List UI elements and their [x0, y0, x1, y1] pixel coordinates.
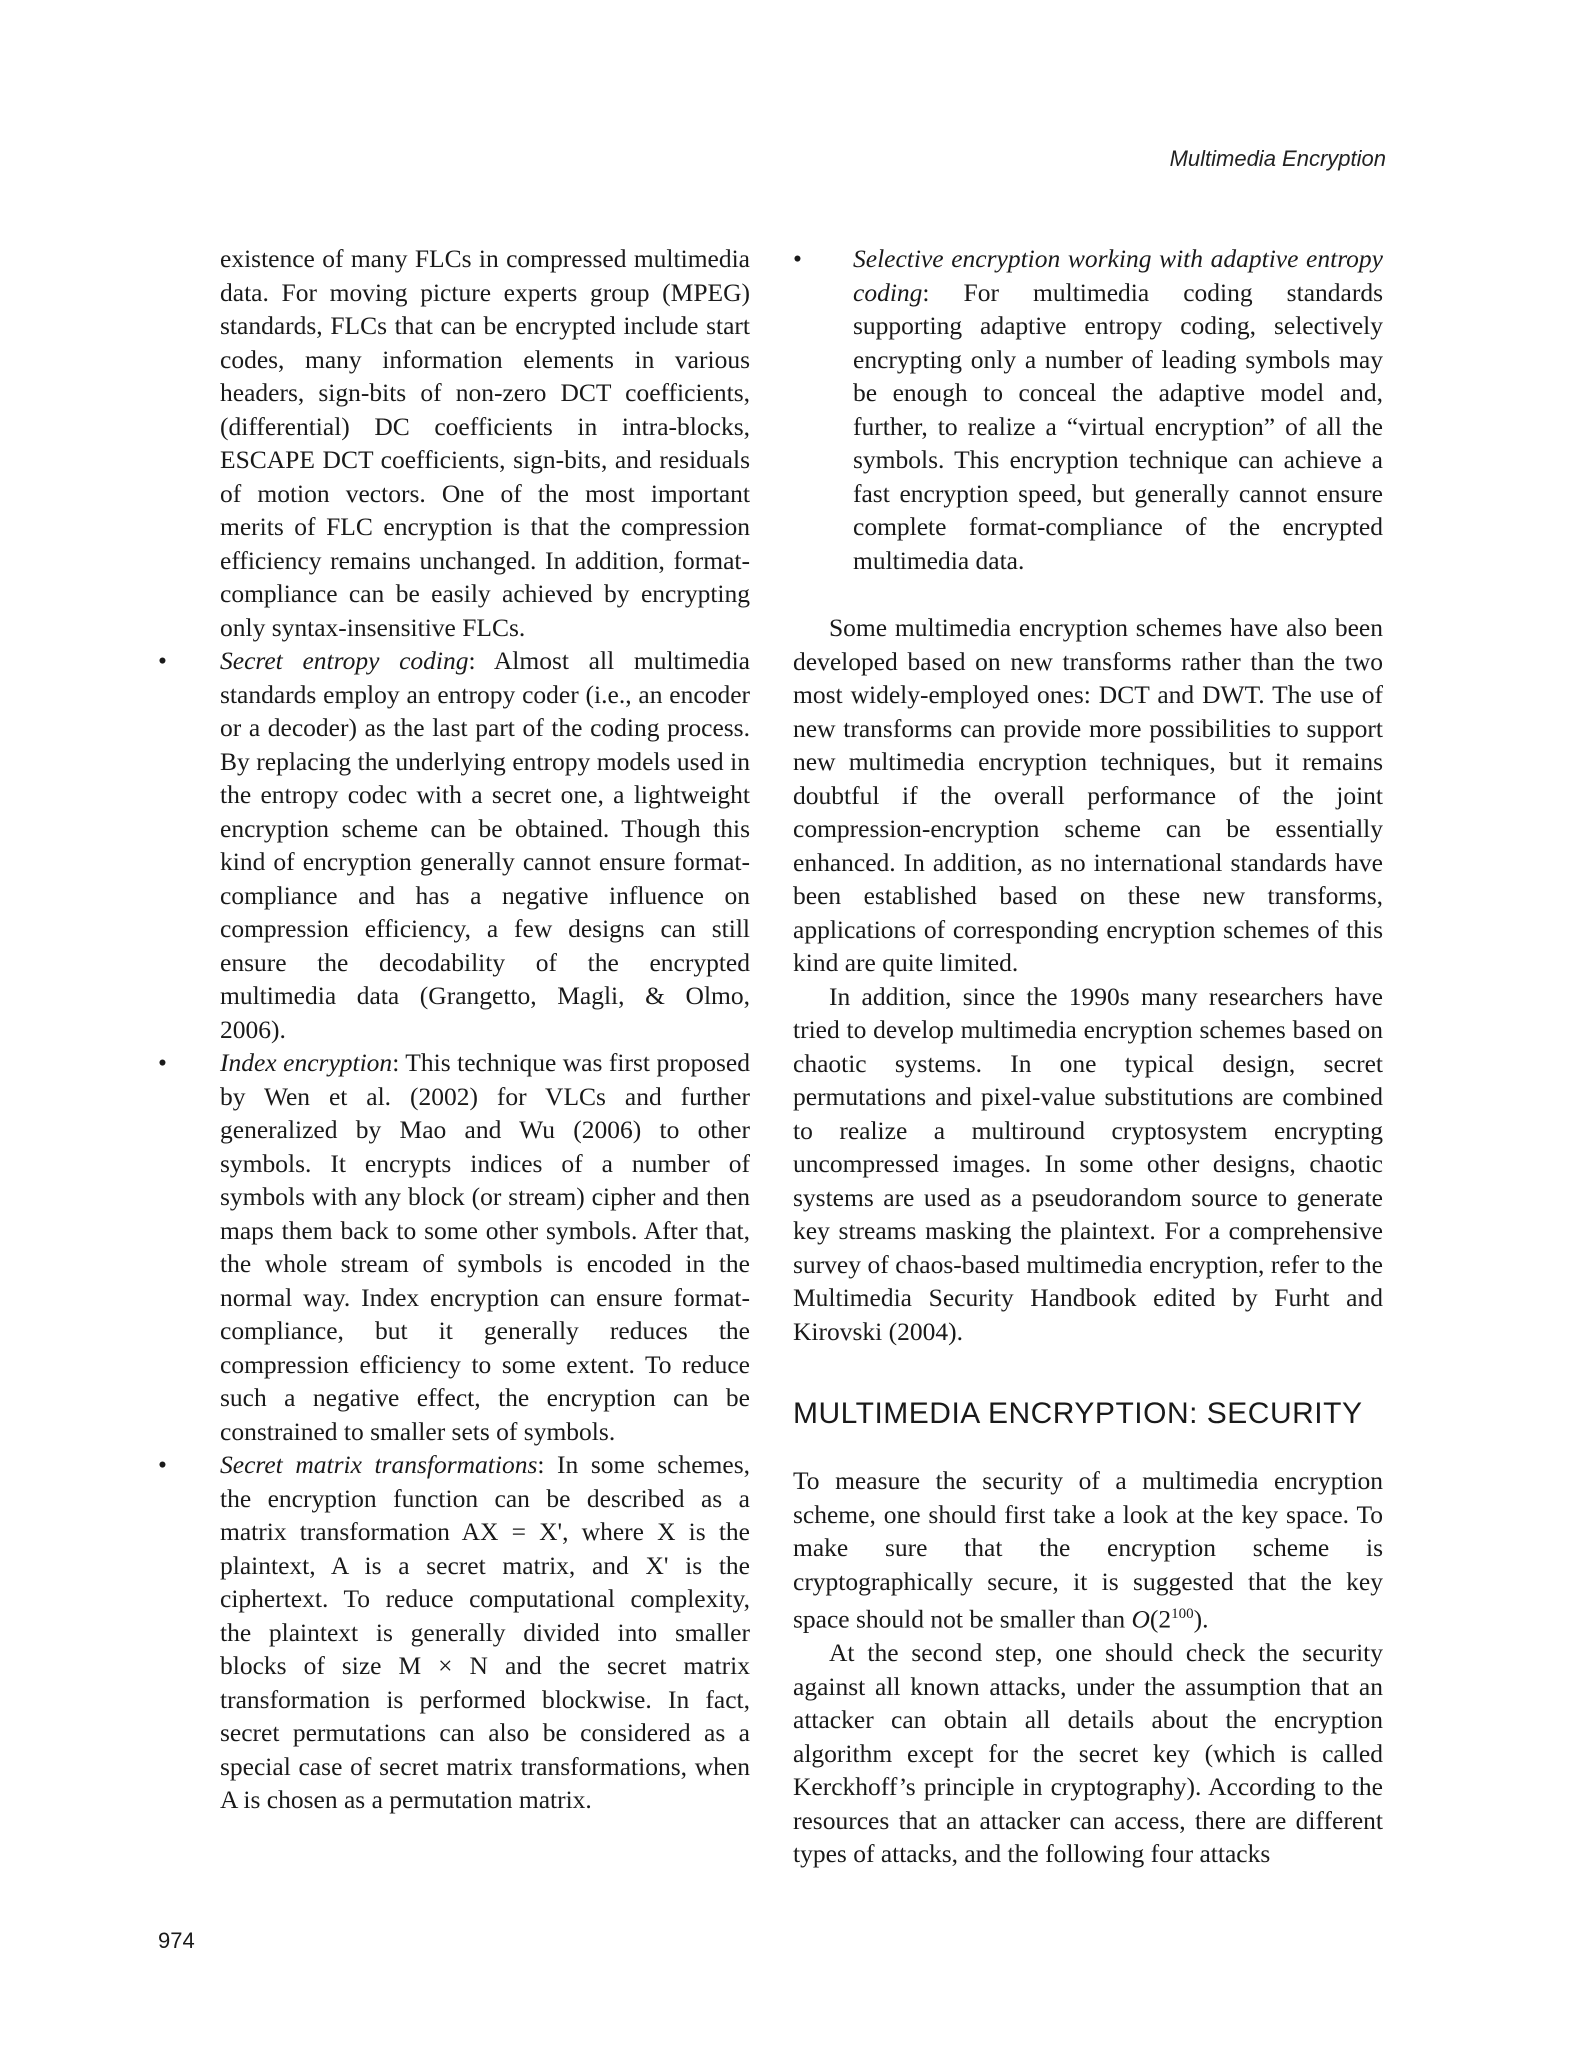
bullet-body: : Almost all multimedia standards employ an entropy coder (i.e., an encoder or a decoder) as the last part of the coding process. By replacing the underlying entropy models used in the entropy codec with a secret one, a lightweight encryption scheme can be obtained. Though this kind of encryption generally cannot ensure format-compliance and has a negative influence on compression efficiency, a few designs can still ensure the decodability of the encrypted multimedia data (Grangetto, Magli, & Olmo, 2006).: [220, 646, 750, 1044]
bullet-body: : In some schemes, the encryption function can be described as a matrix transformation AX = X', where X is the plaintext, A is a secret matrix, and X' is the ciphertext. To reduce computational complexity, the plaintext is generally divided into smaller blocks of size M × N and the secret matrix transformation is performed blockwise. In fact, secret permutations can also be considered as a special case of secret matrix transformations, when A is chosen as a permutation matrix.: [220, 1450, 750, 1814]
bullet-marker: •: [793, 244, 802, 273]
flc-continuation-paragraph: existence of many FLCs in compressed multimedia data. For moving picture experts group (MPEG) standards, FLCs that can be encrypted include start codes, many information elements in various headers, sign-bits of non-zero DCT coefficients, (differential) DC coefficients in intra-blocks, ESCAPE DCT coefficients, sign-bits, and residuals of motion vectors. One of the most important merits of FLC encryption is that the compression efficiency remains unchanged. In addition, format-compliance can be easily achieved by encrypting only syntax-insensitive FLCs.: [220, 244, 750, 642]
bullet-secret-matrix-transformations: [158, 1448, 750, 1817]
known-attacks-paragraph: At the second step, one should check the security against all known attacks, under the assumption that an attacker can obtain all details about the encryption algorithm except for the secret key (which is called Kerckhoff’s principle in cryptography). According to the resources that an attacker can access, there are different types of attacks, and the following four attacks: [793, 1638, 1383, 1868]
chaotic-systems-paragraph: In addition, since the 1990s many researchers have tried to develop multimedia encryption schemes based on chaotic systems. In one typical design, secret permutations and pixel-value substitutions are combined to realize a multiround cryptosystem encrypting uncompressed images. In some other designs, chaotic systems are used as a pseudorandom source to generate key streams masking the plaintext. For a comprehensive survey of chaos-based multimedia encryption, refer to the Multimedia Security Handbook edited by Furht and Kirovski (2004).: [793, 981, 1383, 1346]
bullet-index-encryption: [158, 1046, 750, 1448]
bullet-term: Index encryption: [220, 1048, 393, 1077]
new-transforms-paragraph: Some multimedia encryption schemes have also been developed based on new transforms rather than the two most widely-employed ones: DCT and DWT. The use of new transforms can provide more possibilities to support new multimedia encryption techniques, but it remains doubtful if the overall performance of the joint compression-encryption scheme can be essentially enhanced. In addition, as no international standards have been established based on these new transforms, applications of corresponding encryption schemes of this kind are quite limited.: [793, 613, 1383, 977]
math-base: (2: [1149, 1604, 1172, 1634]
page-number: 974: [158, 1928, 195, 1953]
bullet-marker: •: [158, 1048, 167, 1077]
big-o: O: [1131, 1604, 1150, 1634]
key-space-paragraph: [793, 1464, 1383, 1636]
right-column: [793, 242, 1383, 1871]
bullet-marker: •: [158, 646, 167, 675]
bullet-body: : For multimedia coding standards supporting adaptive entropy coding, selectively encrypting only a number of leading symbols may be enough to conceal the adaptive model and, further, to realize a “virtual encryption” of all the symbols. This encryption technique can achieve a fast encryption speed, but generally cannot ensure complete format-compliance of the encrypted multimedia data.: [853, 277, 1383, 575]
left-column: [158, 242, 750, 1817]
bullet-body: : This technique was first proposed by Wen et al. (2002) for VLCs and further generalized by Mao and Wu (2006) to other symbols. It encrypts indices of a number of symbols with any block (or stream) cipher and then maps them back to some other symbols. After that, the whole stream of symbols is encoded in the normal way. Index encryption can ensure format-compliance, but it generally reduces the compression efficiency to some extent. To reduce such a negative effect, the encryption can be constrained to smaller sets of symbols.: [220, 1048, 750, 1446]
math-close: ).: [1193, 1604, 1209, 1634]
section-heading: MULTIMEDIA ENCRYPTION: SECURITY: [793, 1397, 1363, 1430]
math-exponent: 100: [1171, 1606, 1194, 1622]
running-header: Multimedia Encryption: [1169, 146, 1386, 171]
bullet-selective-encryption: [793, 242, 1383, 577]
key-space-text: To measure the security of a multimedia encryption scheme, one should first take a look at the key space. To make sure that the encryption scheme is cryptographically secure, it is suggested that the key space should not be smaller than: [793, 1466, 1383, 1634]
bullet-term: Secret entropy coding: [220, 646, 469, 675]
bullet-secret-entropy-coding: [158, 644, 750, 1046]
bullet-term: Selective encryption working with adaptive entropy coding: [853, 244, 1383, 307]
bullet-term: Secret matrix transformations: [220, 1450, 538, 1479]
bullet-marker: •: [158, 1450, 167, 1479]
